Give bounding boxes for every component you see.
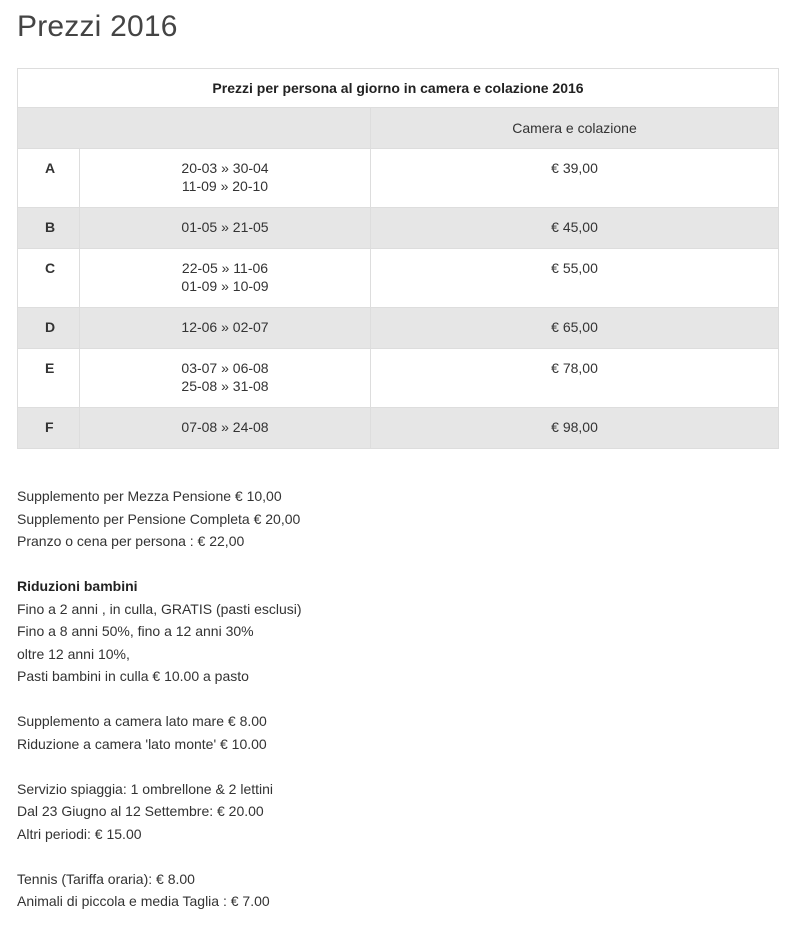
price-table xyxy=(17,68,779,449)
date-range: 12-06 » 02-07 xyxy=(181,319,269,335)
table-row xyxy=(18,149,779,208)
date-range: 25-08 » 31-08 xyxy=(181,378,269,394)
extras-block xyxy=(17,868,777,913)
page-title: Prezzi 2016 xyxy=(17,10,178,43)
note-line: Fino a 2 anni , in culla, GRATIS (pasti esclusi) xyxy=(17,600,302,617)
table-header-row xyxy=(18,108,779,149)
season-code: D xyxy=(45,319,56,335)
price-value: € 65,00 xyxy=(551,319,598,335)
note-line: Dal 23 Giugno al 12 Settembre: € 20.00 xyxy=(17,803,264,819)
season-code: B xyxy=(45,219,56,235)
column-header-camera-colazione: Camera e colazione xyxy=(371,108,779,149)
note-line: Pasti bambini in culla € 10.00 a pasto xyxy=(17,668,249,684)
note-line: Tennis (Tariffa oraria): € 8.00 xyxy=(17,870,195,887)
note-line: Fino a 8 anni 50%, fino a 12 anni 30% xyxy=(17,623,254,639)
header-blank-cell xyxy=(18,108,371,149)
note-line: Pranzo o cena per persona : € 22,00 xyxy=(17,533,245,549)
price-value: € 39,00 xyxy=(551,160,598,176)
note-line: Animali di piccola e media Taglia : € 7.00 xyxy=(17,893,270,909)
note-line: oltre 12 anni 10%, xyxy=(17,645,130,662)
note-line: Supplemento a camera lato mare € 8.00 xyxy=(17,713,267,729)
table-row xyxy=(18,208,779,249)
note-line: Servizio spiaggia: 1 ombrellone & 2 lettini xyxy=(17,780,274,797)
date-range: 01-05 » 21-05 xyxy=(181,219,269,235)
rooms-block xyxy=(17,710,777,755)
table-caption: Prezzi per persona al giorno in camera e colazione 2016 xyxy=(18,69,779,108)
date-range: 22-05 » 11-06 xyxy=(181,260,269,276)
table-row xyxy=(18,308,779,349)
table-row xyxy=(18,349,779,408)
season-code: A xyxy=(45,160,56,176)
table-row xyxy=(18,249,779,308)
date-range: 01-09 » 10-09 xyxy=(181,278,269,294)
children-block xyxy=(17,575,777,688)
date-range: 07-08 » 24-08 xyxy=(181,419,269,435)
season-code: F xyxy=(45,419,54,435)
price-value: € 45,00 xyxy=(551,219,598,235)
price-notes xyxy=(17,485,777,935)
date-range: 20-03 » 30-04 xyxy=(181,160,269,176)
supplements-block xyxy=(17,485,777,553)
season-code: E xyxy=(45,360,55,376)
price-value: € 78,00 xyxy=(551,360,598,376)
date-range: 11-09 » 20-10 xyxy=(181,178,269,194)
note-line: Supplemento per Mezza Pensione € 10,00 xyxy=(17,488,282,504)
table-caption-row xyxy=(18,69,779,108)
price-value: € 98,00 xyxy=(551,419,598,435)
table-row xyxy=(18,408,779,449)
children-title: Riduzioni bambini xyxy=(17,578,138,594)
price-value: € 55,00 xyxy=(551,260,598,276)
note-line: Altri periodi: € 15.00 xyxy=(17,825,142,842)
note-line: Riduzione a camera 'lato monte' € 10.00 xyxy=(17,735,267,752)
date-range: 03-07 » 06-08 xyxy=(181,360,269,376)
beach-block xyxy=(17,778,777,846)
note-line: Supplemento per Pensione Completa € 20,00 xyxy=(17,510,301,527)
season-code: C xyxy=(45,260,56,276)
